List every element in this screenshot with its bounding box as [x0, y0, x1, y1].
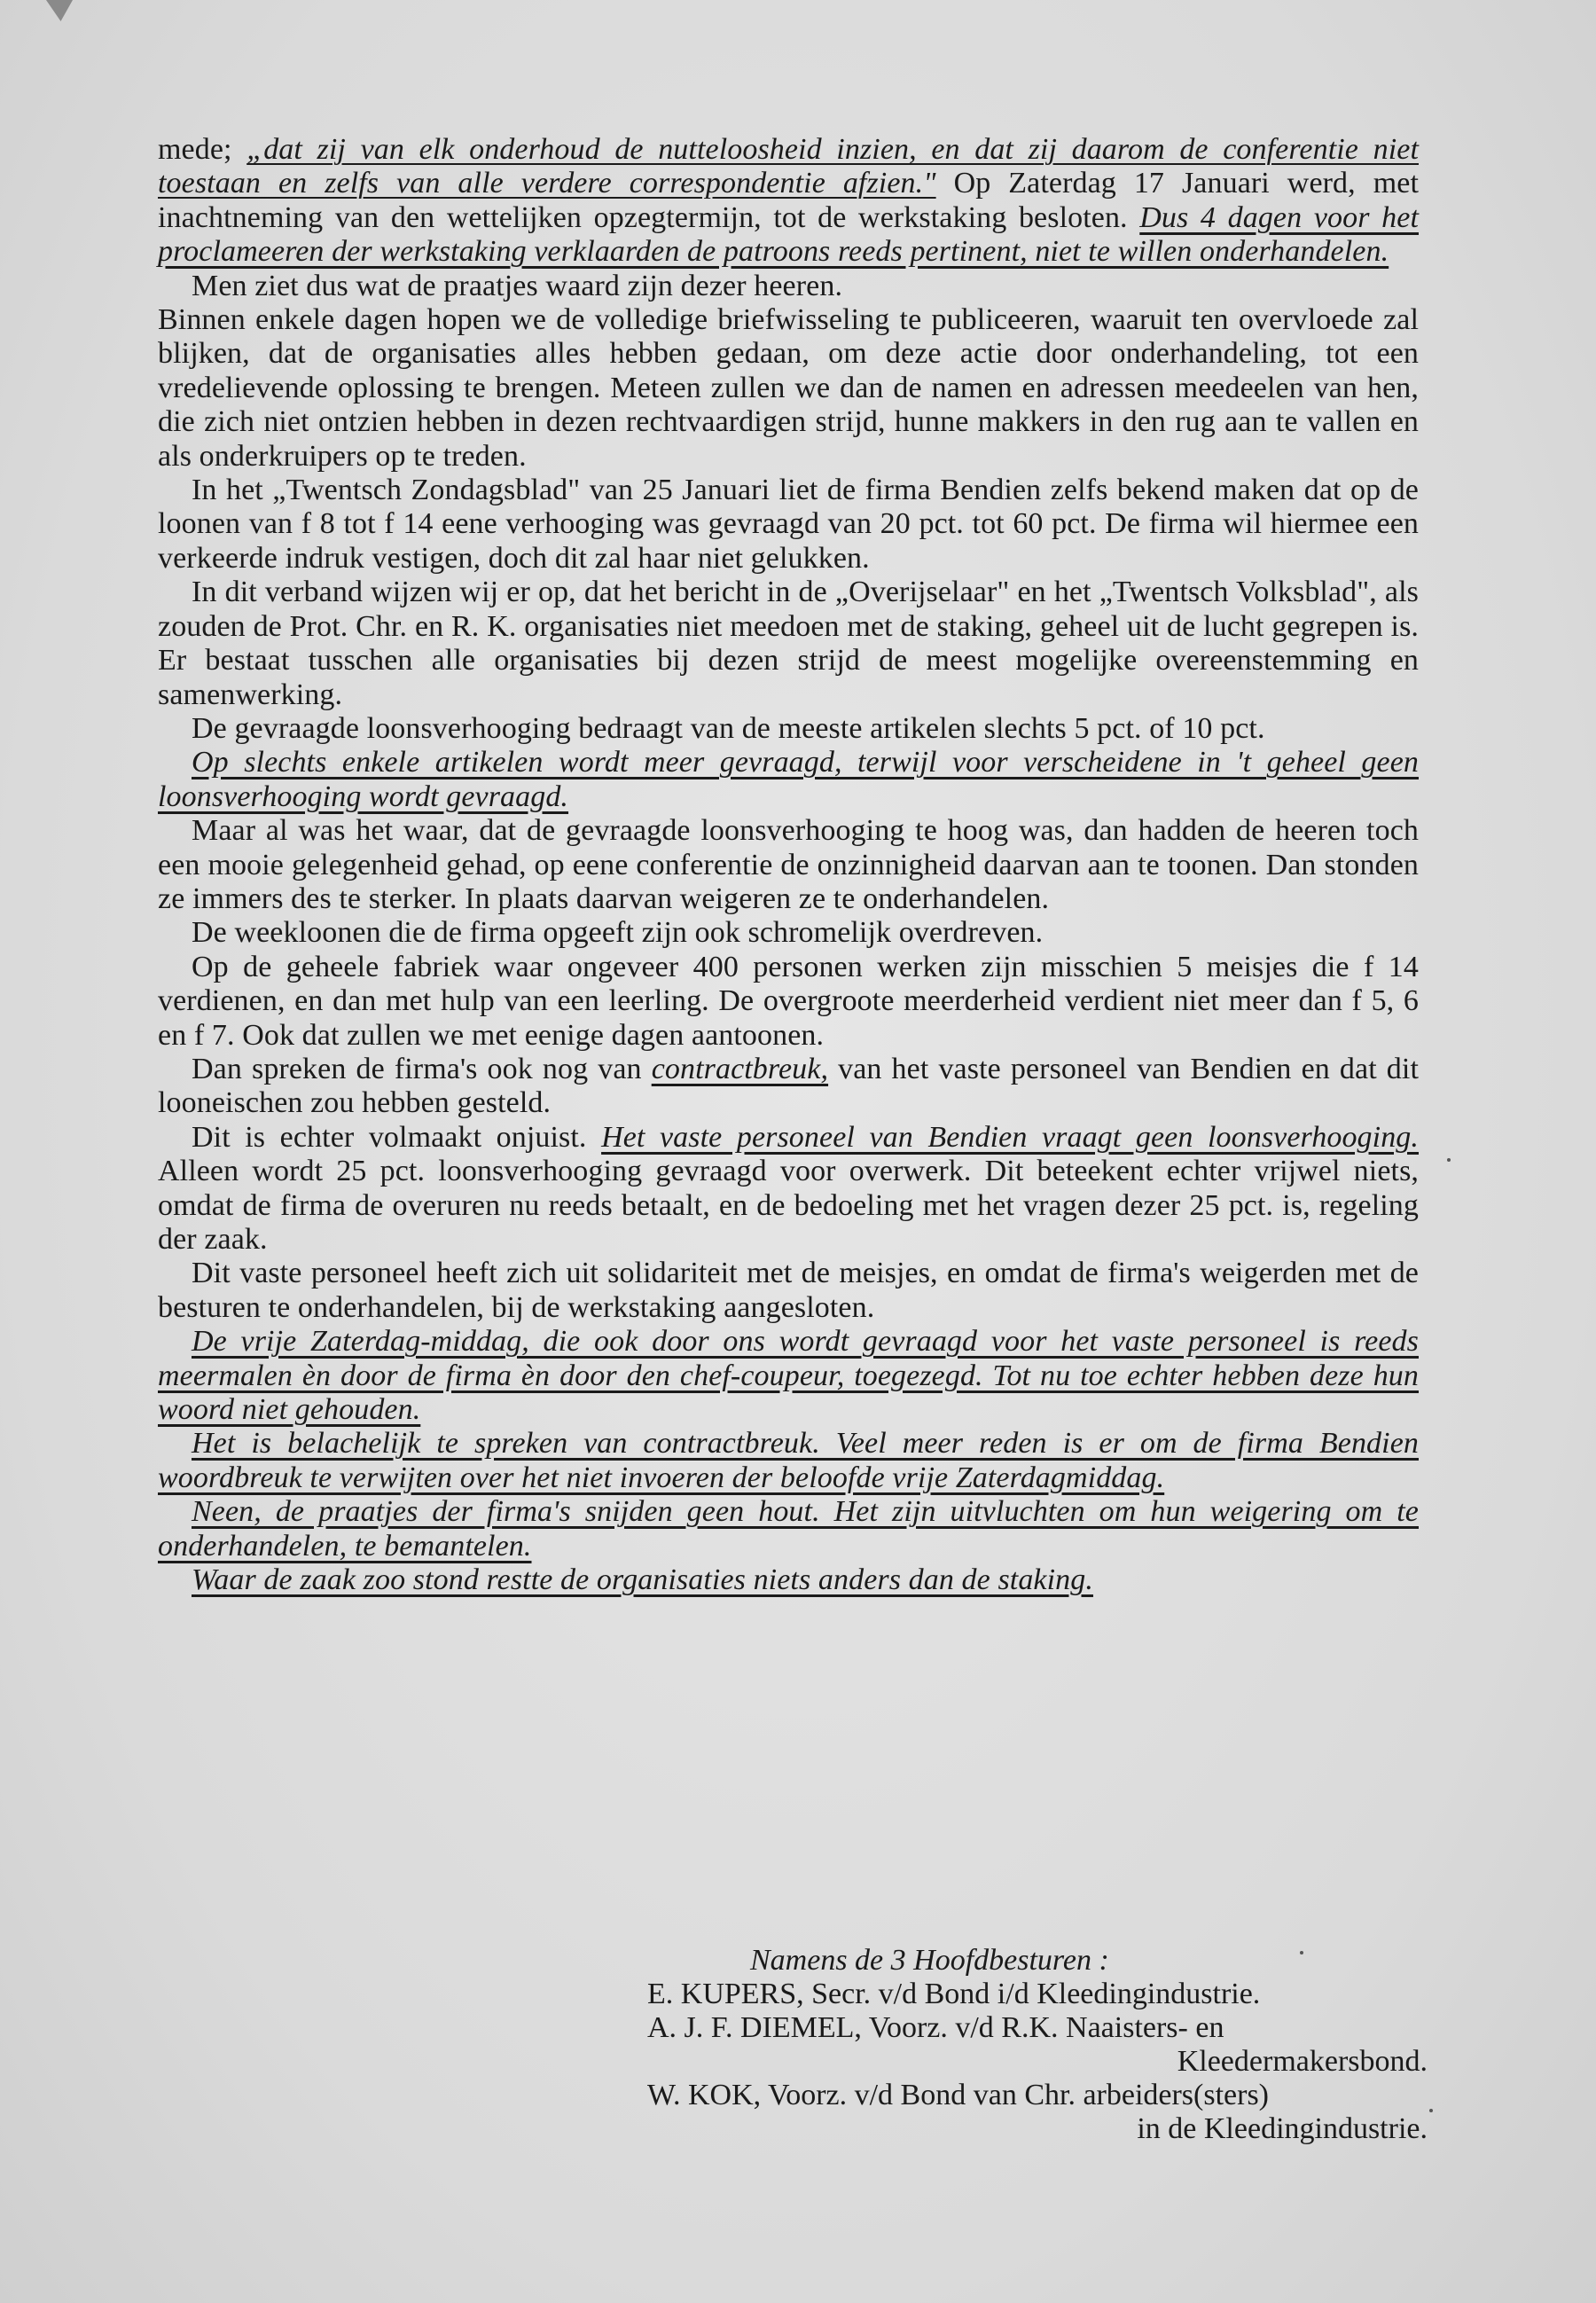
paragraph-p2 [158, 270, 1419, 303]
underlined-emphasis: Het is belachelijk te spreken van contractbreuk. Veel meer reden is er om de firma Bendien woordbreuk te verwijten over het niet invoeren der beloofde vrije Zaterdagmiddag. [158, 1427, 1419, 1494]
paragraph-text: Maar al was het waar, dat de gevraagde loonsverhooging te hoog was, dan hadden de heeren toch een mooie gelegenheid gehad, op eene conferentie de onzinnigheid daarvan aan te toonen. Dan stonden ze immers des te sterker. In plaats daarvan weigeren ze te onderhandelen. [158, 814, 1419, 915]
signature-line-kok: W. KOK, Voorz. v/d Bond van Chr. arbeiders(sters) [647, 2079, 1270, 2111]
paper-speck [1447, 1158, 1451, 1162]
paragraph-p14 [158, 1325, 1419, 1427]
paragraph-text: Alleen wordt 25 pct. loonsverhooging gevraagd voor overwerk. Dit beteekent echter vrijwel niets, omdat de firma de overuren nu reeds betaalt, en de bedoeling met het vragen dezer 25 pct. is, regeling der zaak. [158, 1155, 1419, 1256]
paragraph-text: In het „Twentsch Zondagsblad" van 25 Januari liet de firma Bendien zelfs bekend maken dat op de loonen van f 8 tot f 14 eene verhooging was gevraagd van 20 pct. tot 60 pct. De firma wil hiermee een verkeerde indruk vestigen, doch dit zal haar niet gelukken. [158, 474, 1419, 575]
underlined-emphasis: Dus 4 dagen voor het proclameeren der werkstaking verklaarden de patroons reeds pertinent, niet te willen onderhandelen. [158, 200, 1419, 269]
paragraph-text: Binnen enkele dagen hopen we de volledige briefwisseling te publiceeren, waaruit ten overvloede zal blijken, dat de organisaties alles hebben gedaan, om deze actie door onderhandeling, tot een vredelievende oplossing te brengen. Meteen zullen we dan de namen en adressen meedeelen van hen, die zich niet ontzien hebben in dezen rechtvaardigen strijd, hunne makkers in den rug aan te vallen en als onderkruipers op te treden. [158, 303, 1419, 473]
paper-speck [1300, 1951, 1303, 1954]
underlined-emphasis: Neen, de praatjes der firma's snijden geen hout. Het zijn uitvluchten om hun weigering om te onderhandelen, te bemantelen. [158, 1495, 1419, 1563]
paragraph-p8 [158, 814, 1419, 916]
paragraph-p6 [158, 712, 1419, 746]
paragraph-text: De weekloonen die de firma opgeeft zijn ook schromelijk overdreven. [192, 916, 1044, 950]
paragraph-text: van het vaste personeel van Bendien en dat dit looneischen zou hebben gesteld. [158, 1052, 1419, 1120]
paragraph-p9 [158, 916, 1419, 950]
paragraph-text: Op Zaterdag 17 Januari werd, met inachtneming van den wettelijken opzegtermijn, tot de werkstaking besloten. [158, 167, 1419, 234]
paragraph-p17 [158, 1563, 1419, 1597]
signature-line-kupers: E. KUPERS, Secr. v/d Bond i/d Kleedingindustrie. [647, 1978, 1261, 2010]
signature-lead: Namens de 3 Hoofdbesturen : [750, 1944, 1109, 1977]
paragraph-text: De gevraagde loonsverhooging bedraagt van de meeste artikelen slechts 5 pct. of 10 pct. [192, 711, 1265, 745]
torn-corner [46, 0, 73, 21]
paragraph-text: Op de geheele fabriek waar ongeveer 400 personen werken zijn misschien 5 meisjes die f 14 verdienen, en dan met hulp van een leerling. De overgroote meerderheid verdient niet meer dan f 5, 6 en f 7. Ook dat zullen we met eenige dagen aantoonen. [158, 950, 1419, 1052]
document-body [158, 133, 1419, 1597]
paragraph-text: In dit verband wijzen wij er op, dat het bericht in de „Overijselaar" en het „Twentsch Volksblad", als zouden de Prot. Chr. en R. K. organisaties niet meedoen met de staking, geheel uit de lucht gegrepen is. Er bestaat tusschen alle organisaties bij dezen strijd de meest mogelijke overeenstemming en samenwerking. [158, 576, 1419, 711]
underlined-emphasis: Het vaste personeel van Bendien vraagt geen loonsverhooging. [601, 1120, 1419, 1154]
paragraph-text: Dit is echter volmaakt onjuist. [192, 1120, 602, 1154]
underlined-emphasis: Waar de zaak zoo stond restte de organisaties niets anders dan de staking. [192, 1563, 1093, 1597]
paragraph-p13 [158, 1257, 1419, 1325]
paragraph-p5 [158, 576, 1419, 712]
paragraph-p15 [158, 1427, 1419, 1495]
paragraph-p11 [158, 1053, 1419, 1121]
paragraph-p10 [158, 951, 1419, 1053]
paragraph-p16 [158, 1495, 1419, 1563]
paragraph-p12 [158, 1121, 1419, 1257]
signature-line-diemel-cont: Kleedermakersbond. [1177, 2045, 1428, 2078]
underlined-emphasis: De vrije Zaterdag-middag, die ook door ons wordt gevraagd voor het vaste personeel is reeds meermalen èn door de firma èn door den chef-coupeur, toegezegd. Tot nu toe echter hebben deze hun woord niet gehouden. [158, 1325, 1419, 1427]
paper-speck [1429, 2109, 1433, 2112]
signature-line-diemel: A. J. F. DIEMEL, Voorz. v/d R.K. Naaisters- en [647, 2011, 1224, 2044]
paragraph-p3 [158, 303, 1419, 474]
underlined-emphasis: „dat zij van elk onderhoud de nutteloosheid inzien, en dat zij daarom de conferentie niet toestaan en zelfs van alle verdere correspondentie afzien." [158, 133, 1419, 200]
underlined-emphasis: Op slechts enkele artikelen wordt meer gevraagd, terwijl voor verscheidene in 't geheel geen loonsverhooging wordt gevraagd. [158, 746, 1419, 813]
paragraph-p1 [158, 133, 1419, 270]
paragraph-text: mede; [158, 133, 247, 166]
paragraph-text: Dan spreken de firma's ook nog van [192, 1052, 652, 1085]
paragraph-text: Dit vaste personeel heeft zich uit solidariteit met de meisjes, en omdat de firma's weigerden met de besturen te onderhandelen, bij de werkstaking aangesloten. [158, 1257, 1419, 1324]
paragraph-p7 [158, 746, 1419, 814]
paragraph-text: Men ziet dus wat de praatjes waard zijn dezer heeren. [192, 269, 843, 302]
signature-block [647, 1944, 1428, 2146]
signature-line-kok-cont: in de Kleedingindustrie. [1137, 2112, 1428, 2145]
paragraph-p4 [158, 474, 1419, 576]
underlined-emphasis: contractbreuk, [651, 1052, 829, 1085]
